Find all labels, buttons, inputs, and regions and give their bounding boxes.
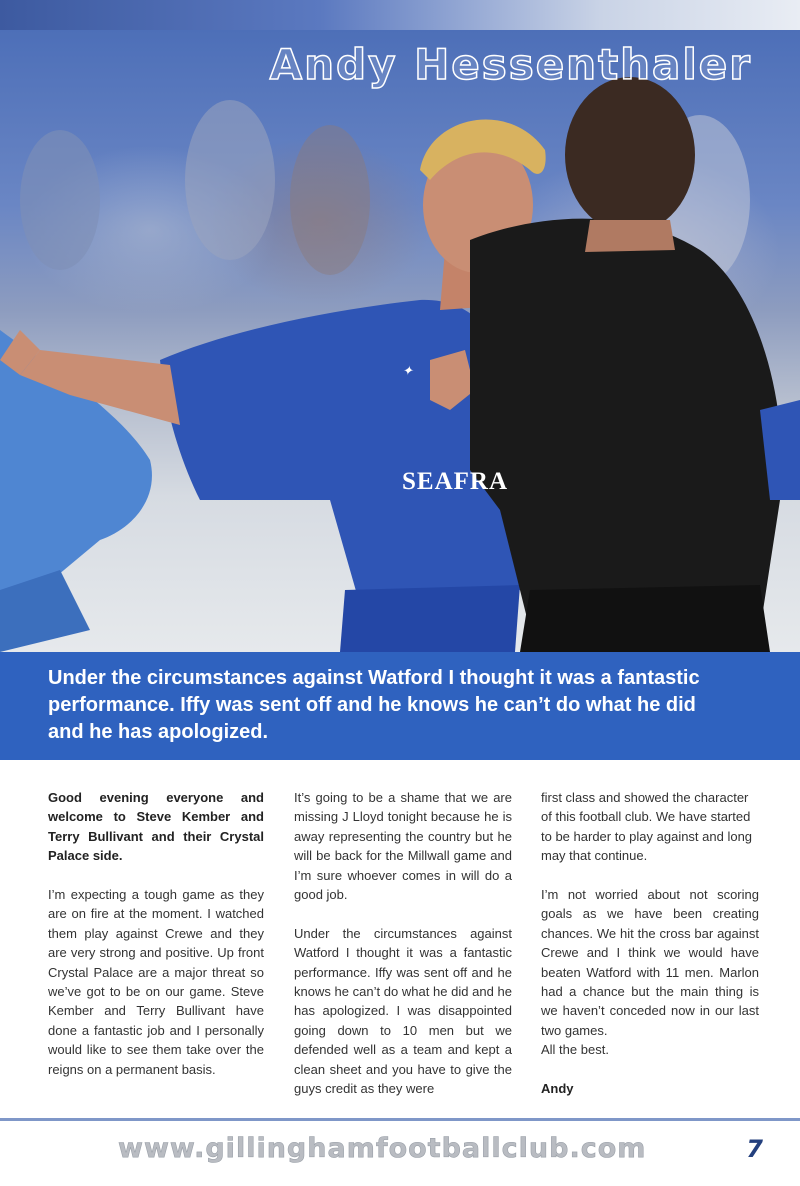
article-paragraph: It’s going to be a shame that we are missing J Lloyd tonight because he is away representing the country but he will be back for the Millwall game and I’m sure whoever comes in will do a good job.	[294, 790, 512, 903]
page-footer	[0, 1121, 800, 1186]
top-color-strip	[0, 0, 800, 30]
article-body	[0, 788, 800, 1108]
pull-quote-text: Under the circumstances against Watford I thought it was a fantastic performance. Iffy was sent off and he knows he can’t do what he did and he has apologized.	[48, 667, 700, 743]
pull-quote-banner	[0, 652, 800, 760]
article-paragraph: I’m expecting a tough game as they are on fire at the moment. I watched them play against Crewe and they are very strong and positive. Up front Crystal Palace are a major threat so we’ve got to be on our game. Steve Kember and Terry Bullivant have done a fantastic job and I personally would like to see them take over the reigns on a permanent basis.	[48, 887, 264, 1077]
article-column-3	[541, 788, 759, 1118]
hero-photo	[0, 30, 800, 652]
article-column-2	[294, 788, 512, 1118]
article-paragraph: first class and showed the character of this football club. We have started to be harder to play against and long may that continue.	[541, 790, 753, 864]
page-number: 7	[746, 1135, 763, 1163]
club-crest-icon: ✦	[402, 363, 413, 378]
website-url: www.gillinghamfootballclub.com	[118, 1133, 647, 1164]
shirt-sponsor: SEAFRA	[402, 468, 509, 495]
player-name-title: Andy Hessenthaler	[269, 40, 752, 89]
article-closing: All the best.	[541, 1042, 609, 1058]
article-paragraph: Under the circumstances against Watford I thought it was a fantastic performance. Iffy was sent off and he knows he can’t do what he did and he has apologized. I was disappointed going down to 10 men but we defended well as a team and kept a clean sheet and you have to give the guys credit as they were	[294, 925, 512, 1097]
article-column-1	[48, 788, 264, 1098]
article-intro: Good evening everyone and welcome to Steve Kember and Terry Bullivant and their Crystal Palace side.	[48, 790, 264, 864]
article-signature: Andy	[541, 1081, 574, 1097]
article-paragraph: I’m not worried about not scoring goals as we have been creating chances. We hit the cross bar against Crewe and I think we would have beaten Watford with 11 men. Marlon had a chance but the main thing is we haven’t conceded now in our last two games.	[541, 887, 759, 1038]
photo-illustration	[0, 30, 800, 652]
